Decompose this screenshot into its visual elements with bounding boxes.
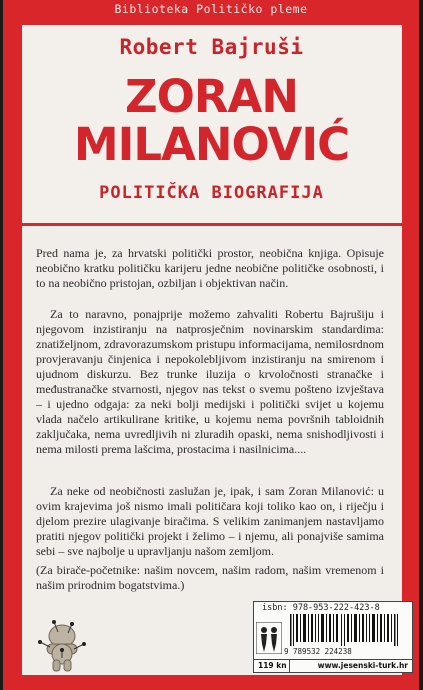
top-divider [22,223,402,226]
barcode-icon [290,614,402,646]
blurb-paragraph-3: Za neke od neobičnosti zaslužan je, ipak, i sam Zoran Milanović: u ovim krajevima još nismo imali političara koji toliko kao on, i riječju i djelom prezire ulagivanje biračima. S velikim zanimanjem nastavljamo pratiti njegov politički projekt i želimo – i njemu, ali ponajviše samima sebi – sve najbolje u upravljanju našom zemljom. [36,484,384,558]
publisher-logo-icon [256,622,282,654]
blurb-paragraph-4: (Za birače-početnike: našim novcem, našim radom, našim vremenom i našim prirodnim bogatstvima.) [36,563,384,592]
series-name: Biblioteka Političko pleme [114,2,308,16]
voodoo-doll-icon [32,620,92,672]
title-line-1: ZORAN [124,70,299,123]
blurb-paragraph-2: Za to naravno, ponajprije možemo zahvaliti Robertu Bajrušiju i njegovom inzistiranju na natprosječnim novinarskim standardima: znatiželjnom, zdravorazumskom pristupu informacijama, nemilosrdnom provjeravanju činjenica i nepokolebljivom inzistiranju na smirenom i ujudnom diskurzu. Bez trunke iluzija o krvoločnosti stranačke i međustranačke stvarnosti, njegov nas tekst o svemu pošteno izvještava – i ujedno odgaja: za neki bolji medijski i politički svijet u kojemu vlada načelo artikulirane kritike, u kojemu nema površnih tabloidnih zaključaka, nema uvredljivih ni zluradih opaski, nema snishodljivosti i nema milosti prema lašcima, prostacima i nasilnicima.... [36,307,384,456]
author-name: Robert Bajruši [119,35,304,59]
publisher-website: www.jesenski-turk.hr [317,661,408,670]
title-line-2: MILANOVIĆ [73,118,350,171]
barcode-number: 9 789532 224238 [284,647,352,656]
subtitle: POLITIČKA BIOGRAFIJA [99,183,324,203]
price: 119 kn [258,661,287,670]
isbn: isbn: 978-953-222-423-8 [262,603,380,613]
price-divider [289,660,290,672]
price-box [253,659,413,673]
blurb-paragraph-1: Pred nama je, za hrvatski politički prostor, neobična knjiga. Opisuje neobično kratku političku karijeru jedne neobične političke osobnosti, i to na neobično pristojan, ozbiljan i objektivan način. [36,246,384,290]
